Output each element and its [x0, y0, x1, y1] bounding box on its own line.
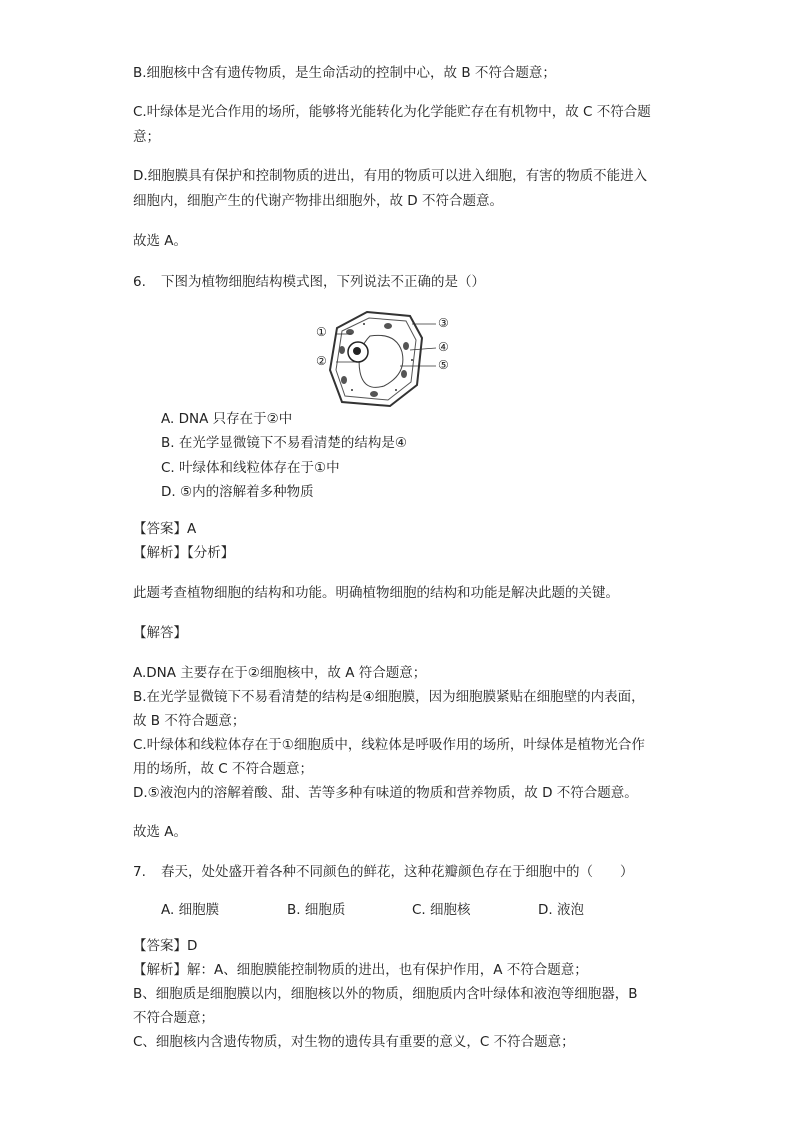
solution-line: 故 B 不符合题意； — [133, 713, 246, 729]
question-number: 7. — [133, 864, 146, 880]
analysis-line: B、细胞质是细胞膜以内，细胞核以外的物质，细胞质内含叶绿体和液泡等细胞器，B — [133, 986, 638, 1002]
analysis-text: 此题考查植物细胞的结构和功能。明确植物细胞的结构和功能是解决此题的关键。 — [133, 585, 619, 601]
solution-heading: 【解答】 — [133, 625, 187, 641]
option-c: C. 细胞核 — [412, 902, 471, 918]
figure-label: ① — [316, 325, 327, 339]
text-line: C.叶绿体是光合作用的场所，能够将光能转化为化学能贮存在有机物中，故 C 不符合题 — [133, 104, 651, 120]
option-d: D. 液泡 — [538, 902, 584, 918]
conclusion: 故选 A。 — [133, 824, 188, 840]
option-d: D. ⑤内的溶解着多种物质 — [161, 484, 314, 500]
figure-label: ② — [316, 354, 327, 368]
option-a: A. 细胞膜 — [161, 902, 220, 918]
text-line: B.细胞核中含有遗传物质，是生命活动的控制中心，故 B 不符合题意； — [133, 65, 556, 81]
answer-label: 【答案】D — [133, 938, 198, 954]
question-text: 春天，处处盛开着各种不同颜色的鲜花，这种花瓣颜色存在于细胞中的（ ） — [161, 864, 634, 880]
question-text: 下图为植物细胞结构模式图，下列说法不正确的是（） — [161, 274, 485, 290]
solution-line: 用的场所，故 C 不符合题意； — [133, 761, 314, 777]
option-a: A. DNA 只存在于②中 — [161, 411, 293, 427]
analysis-line: 不符合题意； — [133, 1010, 214, 1026]
plant-cell-diagram — [312, 310, 462, 410]
conclusion: 故选 A。 — [133, 233, 188, 249]
solution-line: B.在光学显微镜下不易看清楚的结构是④细胞膜，因为细胞膜紧贴在细胞壁的内表面， — [133, 689, 645, 705]
solution-line: D.⑤液泡内的溶解着酸、甜、苦等多种有味道的物质和营养物质，故 D 不符合题意。 — [133, 785, 638, 801]
text-line: 细胞内，细胞产生的代谢产物排出细胞外，故 D 不符合题意。 — [133, 193, 503, 209]
option-c: C. 叶绿体和线粒体存在于①中 — [161, 460, 340, 476]
figure-label: ⑤ — [438, 358, 449, 372]
option-b: B. 在光学显微镜下不易看清楚的结构是④ — [161, 435, 407, 451]
text-line: 意； — [133, 129, 160, 145]
analysis-line: 【解析】解：A、细胞膜能控制物质的进出，也有保护作用，A 不符合题意； — [133, 962, 588, 978]
solution-line: C.叶绿体和线粒体存在于①细胞质中，线粒体是呼吸作用的场所，叶绿体是植物光合作 — [133, 737, 645, 753]
analysis-heading: 【解析】【分析】 — [133, 545, 235, 561]
answer-label: 【答案】A — [133, 521, 197, 537]
text-line: D.细胞膜具有保护和控制物质的进出，有用的物质可以进入细胞，有害的物质不能进入 — [133, 168, 648, 184]
solution-line: A.DNA 主要存在于②细胞核中，故 A 符合题意； — [133, 665, 427, 681]
figure-label: ③ — [438, 316, 449, 330]
analysis-line: C、细胞核内含遗传物质，对生物的遗传具有重要的意义，C 不符合题意； — [133, 1034, 575, 1050]
figure-label: ④ — [438, 340, 449, 354]
option-b: B. 细胞质 — [287, 902, 346, 918]
question-number: 6. — [133, 274, 146, 290]
